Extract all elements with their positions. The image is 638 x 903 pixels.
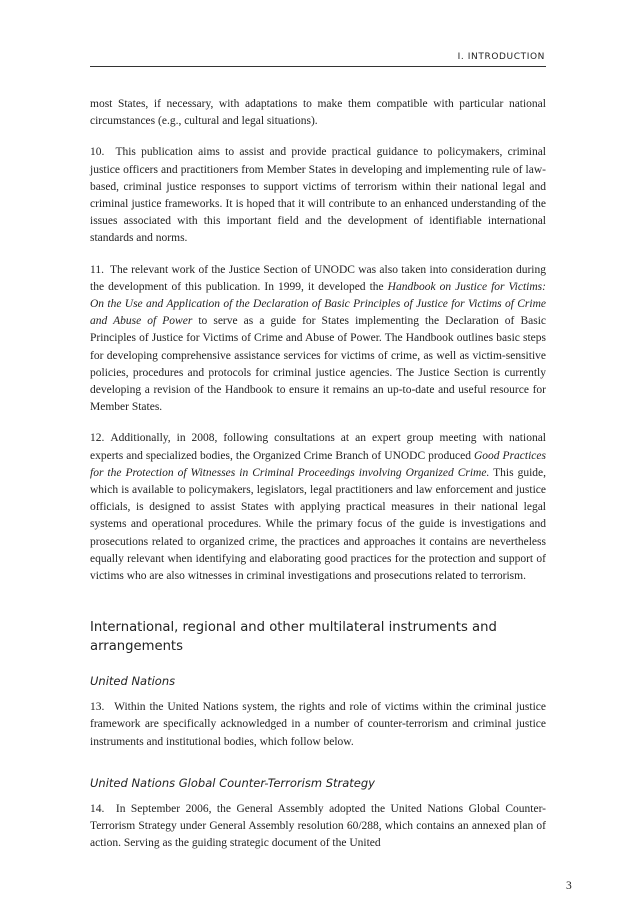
paragraph-text: This publication aims to assist and provide practical guidance to policymakers, criminal justice officers and practitioners from Member States in developing and implementing rule of law-based, criminal justice responses to support victims of terrorism within their national legal and criminal justice frameworks. It is hoped that it will contribute to an enhanced understanding of the issues associated with this important field and the development of identifiable international standards and norms. — [90, 146, 546, 245]
paragraph-10 — [90, 144, 546, 247]
good-practices-title: Good Practices for the Protection of Witnesses in Criminal Proceedings involving Organized Crime. — [90, 449, 546, 479]
paragraph-text: to serve as a guide for States implementing the Declaration of Basic Principles of Justice for Victims of Crime and Abuse of Power. The Handbook outlines basic steps for developing comprehensive assistance services for victims of crime, as well as victim-sensitive policies, procedures and protocols for criminal justice agencies. The Justice Section is currently developing a revision of the Handbook to ensure it remains an up-to-date and useful resource for Member States. — [90, 315, 546, 414]
paragraph-number: 11. — [90, 263, 104, 276]
page-body — [90, 96, 546, 867]
paragraph-number: 10. — [90, 146, 105, 159]
paragraph-13 — [90, 699, 546, 751]
paragraph-number: 12. — [90, 432, 105, 445]
subhead-united-nations: United Nations — [90, 674, 176, 689]
paragraph-text: most States, if necessary, with adaptations to make them compatible with particular national circumstances (e.g., cultural and legal situations). — [90, 98, 546, 128]
paragraph-number: 13. — [90, 701, 105, 714]
section-title: International, regional and other multilateral instruments and arrangements — [90, 620, 497, 655]
paragraph-text: Additionally, in 2008, following consultations at an expert group meeting with national experts and specialized bodies, the Organized Crime Branch of UNODC produced — [90, 432, 546, 462]
paragraph-text: Within the United Nations system, the rights and role of victims within the criminal justice framework are specifically acknowledged in a number of counter-terrorism and criminal justice instruments and institutional bodies, which follow below. — [90, 701, 547, 748]
handbook-title: Handbook on Justice for Victims: On the Use and Application of the Declaration of Basic Principles of Justice for Victims of Crime and Abuse of Power — [90, 280, 546, 328]
subhead-global-strategy: United Nations Global Counter-Terrorism Strategy — [90, 775, 375, 790]
paragraph-text: The relevant work of the Justice Section of UNODC was also taken into consideration during the development of this publication. In 1999, it developed the — [90, 263, 546, 293]
page-number: 3 — [566, 880, 572, 892]
paragraph-14 — [90, 801, 546, 853]
paragraph-number: 14. — [90, 802, 105, 815]
paragraph-continued — [90, 96, 546, 130]
paragraph-text: In September 2006, the General Assembly adopted the United Nations Global Counter-Terrorism Strategy under General Assembly resolution 60/288, which contains an annexed plan of action. Serving as the guiding strategic document of the United — [90, 802, 547, 850]
paragraph-11 — [90, 262, 546, 417]
paragraph-text: This guide, which is available to policymakers, legislators, legal practitioners and law enforcement and justice officials, is designed to assist States with applying practical measures in their national legal systems and operational procedures. While the primary focus of the guide is investigations and prosecutions related to organized crime, the practices and approaches it contains are nevertheless equally relevant when identifying and elaborating good practices for the protection and support of victims who are also witnesses in criminal investigations and prosecutions related to terrorism. — [90, 466, 546, 583]
header-rule — [90, 66, 546, 67]
running-head: I. INTRODUCTION — [457, 52, 545, 62]
paragraph-12 — [90, 430, 546, 585]
